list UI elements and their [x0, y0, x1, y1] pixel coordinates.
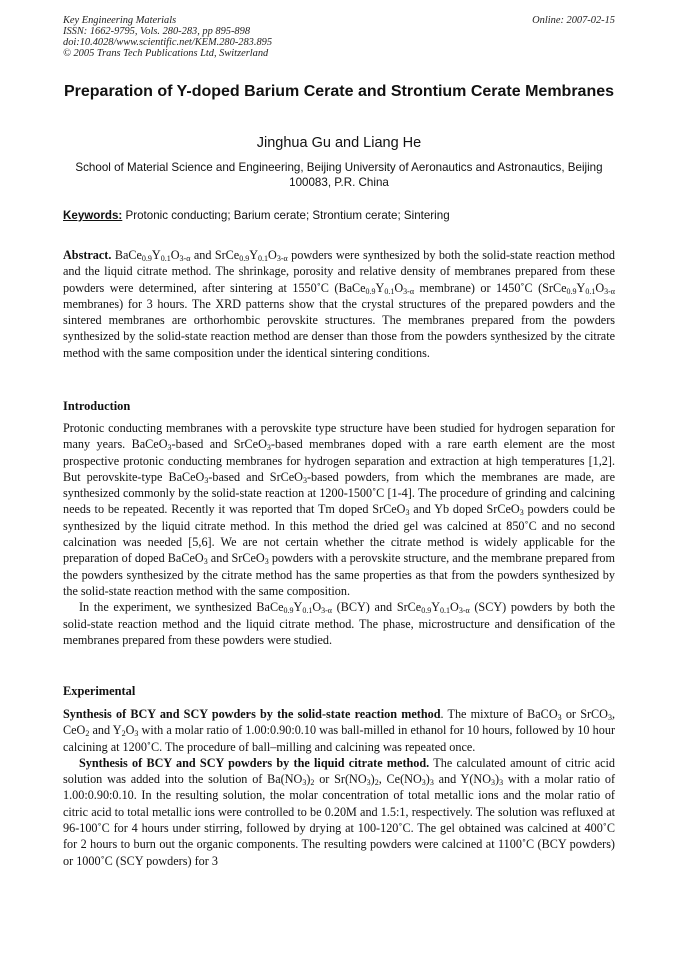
abstract-label: Abstract. [63, 248, 112, 262]
introduction-block [63, 420, 615, 648]
issn-line: ISSN: 1662-9795, Vols. 280-283, pp 895-898 [63, 26, 251, 37]
paper-authors: Jinghua Gu and Liang He [256, 135, 422, 151]
introduction-paragraph-2: In the experiment, we synthesized $BaCe_{0.9}Y_{0.1}O_{3-\alpha}$ (BCY) and $SrCe_{0.9}Y_{0.1}O_{3-\alpha}$ (SCY) powders by both the solid-state reaction method and the liquid citrate method. The phase, microstructure and densification of the membranes prepared from these powders were studied. [63, 600, 615, 647]
experimental-paragraph-1: Synthesis of BCY and SCY powders by the solid-state reaction method. The mixture of BaCO$_3$ or SrCO$_3$, CeO$_2$ and $Y_2O_3$ with a molar ratio of 1.00:0.90:0.10 was ball-milled in ethanol for 10 hours, followed by 10 hour calcining at 1200˚C. The procedure of ball–milling and calcining was repeated once. [63, 707, 616, 754]
journal-header [63, 15, 272, 59]
doi-line[interactable]: doi:10.4028/www.scientific.net/KEM.280-283.895 [63, 37, 273, 48]
citrate-subheading: Synthesis of BCY and SCY powders by the liquid citrate method. [79, 755, 430, 770]
paper-affiliation: School of Material Science and Engineering, Beijing University of Aeronautics and Astronautics, Beijing 100083, P.R. China [75, 161, 603, 189]
experimental-paragraph-2: Synthesis of BCY and SCY powders by the liquid citrate method. The calculated amount of citric acid solution was added into the solution of $Ba(NO_3)_2$ or $Sr(NO_3)_2$, $Ce(NO_3)_3$ and $Y(NO_3)_3$ with a molar ratio of 1.00:0.90:0.10. In the resulting solution, the molar concentration of total metallic ions and the molar ratio of citric acid to total metallic ions were controlled to be 0.20M and 1.5:1, respectively. The solution was refluxed at 96-100˚C for 4 hours under stirring, followed by drying at 100-120˚C. The gel obtained was calcined at 400˚C for 2 hours to burn out the organic components. The resulting powders were calcined at 1100˚C (BCY powders) or 1000˚C (SCY powders) for 3 [63, 755, 616, 868]
keywords-text: Protonic conducting; Barium cerate; Strontium cerate; Sintering [122, 209, 450, 222]
introduction-paragraph-1: Protonic conducting membranes with a perovskite type structure have been studied for hydrogen separation for many years. BaCeO$_3$-based and SrCeO$_3$-based membranes doped with a rare earth element are the most prospective protonic conducting membranes for hydrogen separation and extraction at high temperatures [1,2]. But perovskite-type BaCeO$_3$-based and SrCeO$_3$-based powders, from which the membranes are made, are synthesized commonly by the solid-state reaction at 1200-1500˚C [1-4]. The procedure of grinding and calcining needs to be repeated. Recently it was reported that Tm doped SrCeO$_3$ and Yb doped SrCeO$_3$ powders could be synthesized by the liquid citrate method. In this method the dried gel was calcined at 850˚C and no second calcination was needed [5,6]. We are not certain whether the citrate method is widely applicable for the preparation of doped BaCeO$_3$ and SrCeO$_3$ powders with a perovskite structure, and the membrane prepared from the powders synthesized by the citrate method has the same properties as that from the powders synthesized by the solid-state reaction method with the same composition. [63, 421, 616, 598]
introduction-heading: Introduction [63, 399, 131, 413]
experimental-block [63, 706, 615, 869]
experimental-heading: Experimental [63, 684, 136, 698]
solid-state-subheading: Synthesis of BCY and SCY powders by the solid-state reaction method [63, 707, 441, 721]
keywords-label: Keywords: [63, 209, 123, 222]
abstract-block [63, 247, 615, 361]
keywords-line [63, 209, 615, 223]
copyright-line: © 2005 Trans Tech Publications Ltd, Switzerland [63, 48, 269, 59]
abstract-paragraph: Abstract. $BaCe_{0.9}Y_{0.1}O_{3-\alpha}$ and $SrCe_{0.9}Y_{0.1}O_{3-\alpha}$ powders were synthesized by both the solid-state reaction method and the liquid citrate method. The shrinkage, porosity and relative density of membranes prepared from these powders were determined, after sintering at 1550˚C ($BaCe_{0.9}Y_{0.1}O_{3-\alpha}$ membrane) or 1450˚C ($SrCe_{0.9}Y_{0.1}O_{3-\alpha}$ membranes) for 3 hours. The XRD patterns show that the crystal structures of the prepared powders and the sintered membranes are orthorhombic perovskite structures. The membranes prepared from the powders synthesized by the solid-state reaction method are denser than those from the powders synthesized by the citrate method with the same composition under the identical sintering conditions. [63, 248, 615, 360]
paper-title: Preparation of Y-doped Barium Cerate and Strontium Cerate Membranes [63, 83, 615, 100]
journal-name: Key Engineering Materials [63, 15, 177, 26]
online-date: Online: 2007-02-15 [532, 15, 615, 26]
